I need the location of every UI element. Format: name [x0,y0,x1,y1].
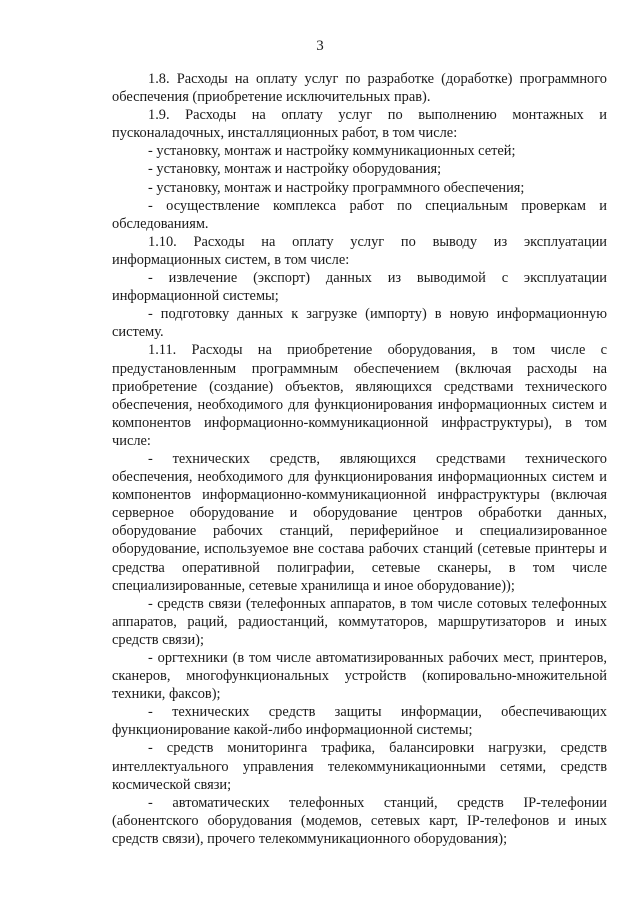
list-item: - средств мониторинга трафика, балансировки нагрузки, средств интеллектуального управления телекоммуникационными сетями, средств космической связи; [112,740,607,793]
list-item: - оргтехники (в том числе автоматизированных рабочих мест, принтеров, сканеров, многофункциональных устройств (копировально-множительной техники, факсов); [112,650,607,703]
list-item: - технических средств, являющихся средствами технического обеспечения, необходимого для функционирования информационных систем и компонентов информационно-коммуникационной инфраструктуры (включая серверное оборудование и оборудование центров обработки данных, оборудование рабочих станций, периферийное и специализированное оборудование, используемое вне состава рабочих станций (сетевые принтеры и средства оперативной полиграфии, сетевые сканеры, в том числе специализированные, сетевые хранилища и иное оборудование)); [112,450,607,594]
list-item: - технических средств защиты информации, обеспечивающих функционирование какой-либо информационной системы; [112,704,607,739]
page-number: 3 [316,38,324,54]
list-item: - средств связи (телефонных аппаратов, в том числе сотовых телефонных аппаратов, раций, радиостанций, коммутаторов, маршрутизаторов и иных средств связи); [112,595,607,648]
paragraph-1-11: 1.11. Расходы на приобретение оборудования, в том числе с предустановленным программным обеспечением (включая расходы на приобретение (создание) объектов, являющихся средствами технического обеспечения, необходимого для функционирования информационных систем и компонентов информационно-коммуникационной инфраструктуры), в том числе: [112,342,607,449]
list-item: - установку, монтаж и настройку коммуникационных сетей; [148,143,516,160]
list-item: - подготовку данных к загрузке (импорту) в новую информационную систему. [112,306,607,341]
list-item: - осуществление комплекса работ по специальным проверкам и обследованиям. [112,197,607,232]
list-item: - извлечение (экспорт) данных из выводимой с эксплуатации информационной системы; [112,270,607,305]
paragraph-1-8: 1.8. Расходы на оплату услуг по разработке (доработке) программного обеспечения (приобретение исключительных прав). [112,71,607,106]
paragraph-1-10: 1.10. Расходы на оплату услуг по выводу из эксплуатации информационных систем, в том числе: [112,233,607,268]
list-item: - установку, монтаж и настройку программного обеспечения; [148,179,525,196]
document-body [112,70,607,848]
list-item: - автоматических телефонных станций, средств IP-телефонии (абонентского оборудования (модемов, сетевых карт, IP-телефонов и иных средств связи), прочего телекоммуникационного оборудования); [112,794,607,847]
list-item: - установку, монтаж и настройку оборудования; [148,161,442,178]
paragraph-1-9: 1.9. Расходы на оплату услуг по выполнению монтажных и пусконаладочных, инсталляционных работ, в том числе: [112,107,607,142]
